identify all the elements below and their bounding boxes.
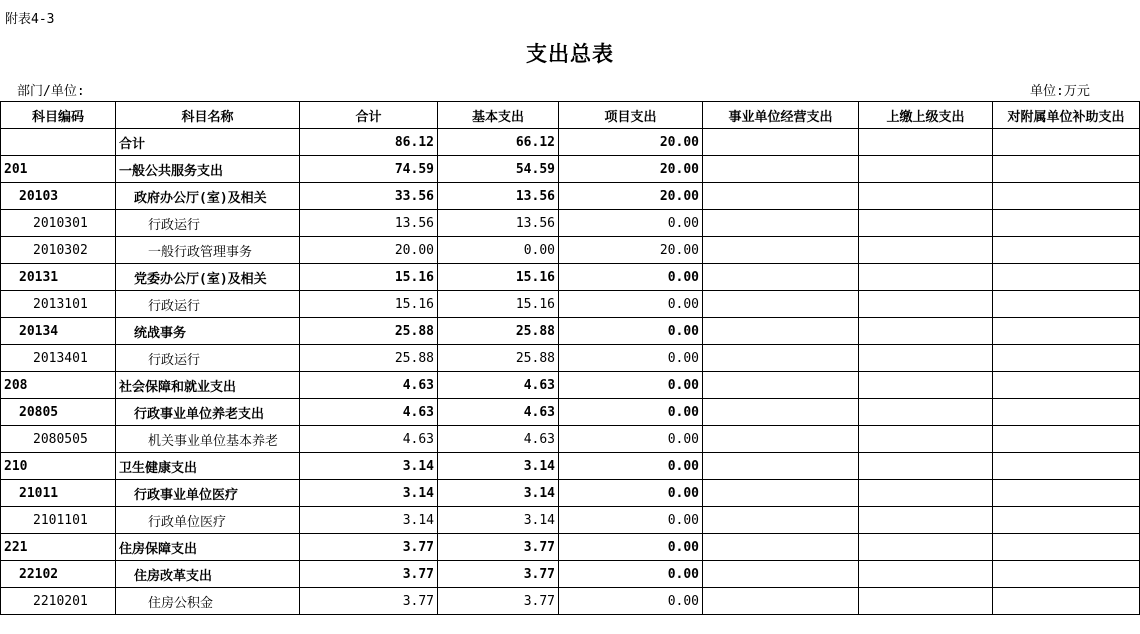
cell-name: 卫生健康支出 — [116, 453, 300, 480]
page-title: 支出总表 — [526, 42, 614, 66]
cell-subsidiary — [993, 588, 1140, 615]
cell-total: 25.88 — [300, 318, 438, 345]
cell-basic: 3.14 — [438, 507, 559, 534]
cell-project: 20.00 — [559, 129, 703, 156]
cell-code: 2080505 — [1, 426, 116, 453]
cell-upper — [859, 156, 993, 183]
cell-subsidiary — [993, 345, 1140, 372]
cell-subsidiary — [993, 507, 1140, 534]
cell-business — [703, 561, 859, 588]
col-header-business: 事业单位经营支出 — [703, 102, 859, 129]
cell-basic: 54.59 — [438, 156, 559, 183]
cell-subsidiary — [993, 291, 1140, 318]
cell-basic: 4.63 — [438, 372, 559, 399]
cell-name: 行政运行 — [116, 210, 300, 237]
cell-project: 0.00 — [559, 507, 703, 534]
cell-code: 20103 — [1, 183, 116, 210]
cell-subsidiary — [993, 453, 1140, 480]
table-row — [1, 291, 1140, 318]
cell-code: 20805 — [1, 399, 116, 426]
cell-upper — [859, 453, 993, 480]
table-row — [1, 183, 1140, 210]
table-row — [1, 372, 1140, 399]
cell-total: 20.00 — [300, 237, 438, 264]
cell-upper — [859, 345, 993, 372]
cell-basic: 0.00 — [438, 237, 559, 264]
cell-name: 合计 — [116, 129, 300, 156]
table-row — [1, 237, 1140, 264]
cell-code: 2210201 — [1, 588, 116, 615]
cell-upper — [859, 480, 993, 507]
cell-project: 0.00 — [559, 264, 703, 291]
cell-name: 行政运行 — [116, 291, 300, 318]
cell-total: 25.88 — [300, 345, 438, 372]
cell-business — [703, 588, 859, 615]
cell-name: 党委办公厅(室)及相关 — [116, 264, 300, 291]
cell-name: 一般行政管理事务 — [116, 237, 300, 264]
col-header-upper: 上缴上级支出 — [859, 102, 993, 129]
cell-code: 20131 — [1, 264, 116, 291]
cell-code: 2013401 — [1, 345, 116, 372]
cell-code — [1, 129, 116, 156]
cell-upper — [859, 534, 993, 561]
table-row — [1, 345, 1140, 372]
table-row — [1, 426, 1140, 453]
cell-business — [703, 534, 859, 561]
cell-project: 0.00 — [559, 534, 703, 561]
cell-code: 221 — [1, 534, 116, 561]
cell-upper — [859, 318, 993, 345]
cell-upper — [859, 561, 993, 588]
table-header-row — [1, 102, 1140, 129]
cell-project: 20.00 — [559, 237, 703, 264]
cell-name: 住房改革支出 — [116, 561, 300, 588]
unit-label: 单位:万元 — [1030, 84, 1090, 99]
cell-business — [703, 345, 859, 372]
table-row — [1, 156, 1140, 183]
cell-total: 13.56 — [300, 210, 438, 237]
cell-business — [703, 480, 859, 507]
table-row — [1, 264, 1140, 291]
table-row — [1, 318, 1140, 345]
cell-basic: 15.16 — [438, 291, 559, 318]
cell-subsidiary — [993, 480, 1140, 507]
cell-business — [703, 426, 859, 453]
cell-total: 4.63 — [300, 372, 438, 399]
cell-name: 住房保障支出 — [116, 534, 300, 561]
cell-project: 0.00 — [559, 210, 703, 237]
cell-code: 2013101 — [1, 291, 116, 318]
cell-name: 一般公共服务支出 — [116, 156, 300, 183]
cell-name: 行政事业单位医疗 — [116, 480, 300, 507]
cell-basic: 3.77 — [438, 534, 559, 561]
cell-business — [703, 318, 859, 345]
cell-total: 3.14 — [300, 507, 438, 534]
cell-upper — [859, 210, 993, 237]
cell-name: 行政事业单位养老支出 — [116, 399, 300, 426]
cell-upper — [859, 129, 993, 156]
table-row — [1, 588, 1140, 615]
cell-upper — [859, 372, 993, 399]
cell-subsidiary — [993, 318, 1140, 345]
cell-project: 0.00 — [559, 561, 703, 588]
cell-name: 机关事业单位基本养老 — [116, 426, 300, 453]
appendix-label: 附表4-3 — [5, 12, 55, 27]
cell-subsidiary — [993, 210, 1140, 237]
cell-code: 210 — [1, 453, 116, 480]
cell-project: 0.00 — [559, 372, 703, 399]
cell-code: 20134 — [1, 318, 116, 345]
cell-name: 住房公积金 — [116, 588, 300, 615]
cell-business — [703, 210, 859, 237]
cell-name: 社会保障和就业支出 — [116, 372, 300, 399]
cell-business — [703, 453, 859, 480]
cell-total: 86.12 — [300, 129, 438, 156]
table-row — [1, 399, 1140, 426]
table-row — [1, 453, 1140, 480]
cell-subsidiary — [993, 534, 1140, 561]
cell-business — [703, 156, 859, 183]
cell-subsidiary — [993, 399, 1140, 426]
cell-subsidiary — [993, 237, 1140, 264]
cell-project: 0.00 — [559, 588, 703, 615]
cell-business — [703, 183, 859, 210]
cell-total: 3.77 — [300, 561, 438, 588]
cell-code: 201 — [1, 156, 116, 183]
cell-subsidiary — [993, 183, 1140, 210]
cell-upper — [859, 399, 993, 426]
cell-total: 4.63 — [300, 426, 438, 453]
cell-basic: 15.16 — [438, 264, 559, 291]
cell-upper — [859, 426, 993, 453]
cell-code: 22102 — [1, 561, 116, 588]
cell-code: 208 — [1, 372, 116, 399]
cell-subsidiary — [993, 156, 1140, 183]
col-header-subsidiary: 对附属单位补助支出 — [993, 102, 1140, 129]
cell-upper — [859, 264, 993, 291]
cell-business — [703, 372, 859, 399]
cell-basic: 3.14 — [438, 453, 559, 480]
cell-upper — [859, 507, 993, 534]
cell-basic: 3.77 — [438, 588, 559, 615]
cell-code: 21011 — [1, 480, 116, 507]
cell-project: 0.00 — [559, 453, 703, 480]
cell-basic: 3.14 — [438, 480, 559, 507]
cell-subsidiary — [993, 426, 1140, 453]
cell-upper — [859, 291, 993, 318]
table-row — [1, 129, 1140, 156]
cell-upper — [859, 588, 993, 615]
cell-basic: 25.88 — [438, 345, 559, 372]
table-row — [1, 480, 1140, 507]
cell-total: 3.77 — [300, 534, 438, 561]
expenditure-table — [0, 101, 1140, 615]
cell-subsidiary — [993, 129, 1140, 156]
cell-name: 行政单位医疗 — [116, 507, 300, 534]
cell-total: 33.56 — [300, 183, 438, 210]
cell-code: 2010301 — [1, 210, 116, 237]
cell-business — [703, 129, 859, 156]
cell-name: 行政运行 — [116, 345, 300, 372]
cell-name: 政府办公厅(室)及相关 — [116, 183, 300, 210]
cell-business — [703, 507, 859, 534]
cell-subsidiary — [993, 372, 1140, 399]
cell-subsidiary — [993, 264, 1140, 291]
cell-business — [703, 264, 859, 291]
cell-total: 15.16 — [300, 264, 438, 291]
table-row — [1, 210, 1140, 237]
cell-total: 3.14 — [300, 453, 438, 480]
cell-code: 2010302 — [1, 237, 116, 264]
cell-total: 4.63 — [300, 399, 438, 426]
cell-project: 0.00 — [559, 291, 703, 318]
table-body — [1, 129, 1140, 615]
cell-basic: 4.63 — [438, 426, 559, 453]
col-header-total: 合计 — [300, 102, 438, 129]
cell-basic: 3.77 — [438, 561, 559, 588]
col-header-name: 科目名称 — [116, 102, 300, 129]
cell-total: 74.59 — [300, 156, 438, 183]
col-header-basic: 基本支出 — [438, 102, 559, 129]
cell-basic: 13.56 — [438, 183, 559, 210]
cell-name: 统战事务 — [116, 318, 300, 345]
table-row — [1, 534, 1140, 561]
cell-project: 20.00 — [559, 183, 703, 210]
dept-label: 部门/单位: — [17, 84, 85, 99]
table-row — [1, 561, 1140, 588]
table-row — [1, 507, 1140, 534]
cell-business — [703, 291, 859, 318]
col-header-code: 科目编码 — [1, 102, 116, 129]
cell-basic: 66.12 — [438, 129, 559, 156]
col-header-project: 项目支出 — [559, 102, 703, 129]
cell-total: 15.16 — [300, 291, 438, 318]
cell-project: 0.00 — [559, 345, 703, 372]
cell-project: 20.00 — [559, 156, 703, 183]
cell-upper — [859, 237, 993, 264]
cell-project: 0.00 — [559, 426, 703, 453]
cell-business — [703, 399, 859, 426]
cell-code: 2101101 — [1, 507, 116, 534]
cell-business — [703, 237, 859, 264]
cell-project: 0.00 — [559, 399, 703, 426]
cell-basic: 4.63 — [438, 399, 559, 426]
cell-upper — [859, 183, 993, 210]
cell-total: 3.14 — [300, 480, 438, 507]
cell-total: 3.77 — [300, 588, 438, 615]
cell-basic: 13.56 — [438, 210, 559, 237]
cell-subsidiary — [993, 561, 1140, 588]
cell-project: 0.00 — [559, 480, 703, 507]
cell-basic: 25.88 — [438, 318, 559, 345]
cell-project: 0.00 — [559, 318, 703, 345]
